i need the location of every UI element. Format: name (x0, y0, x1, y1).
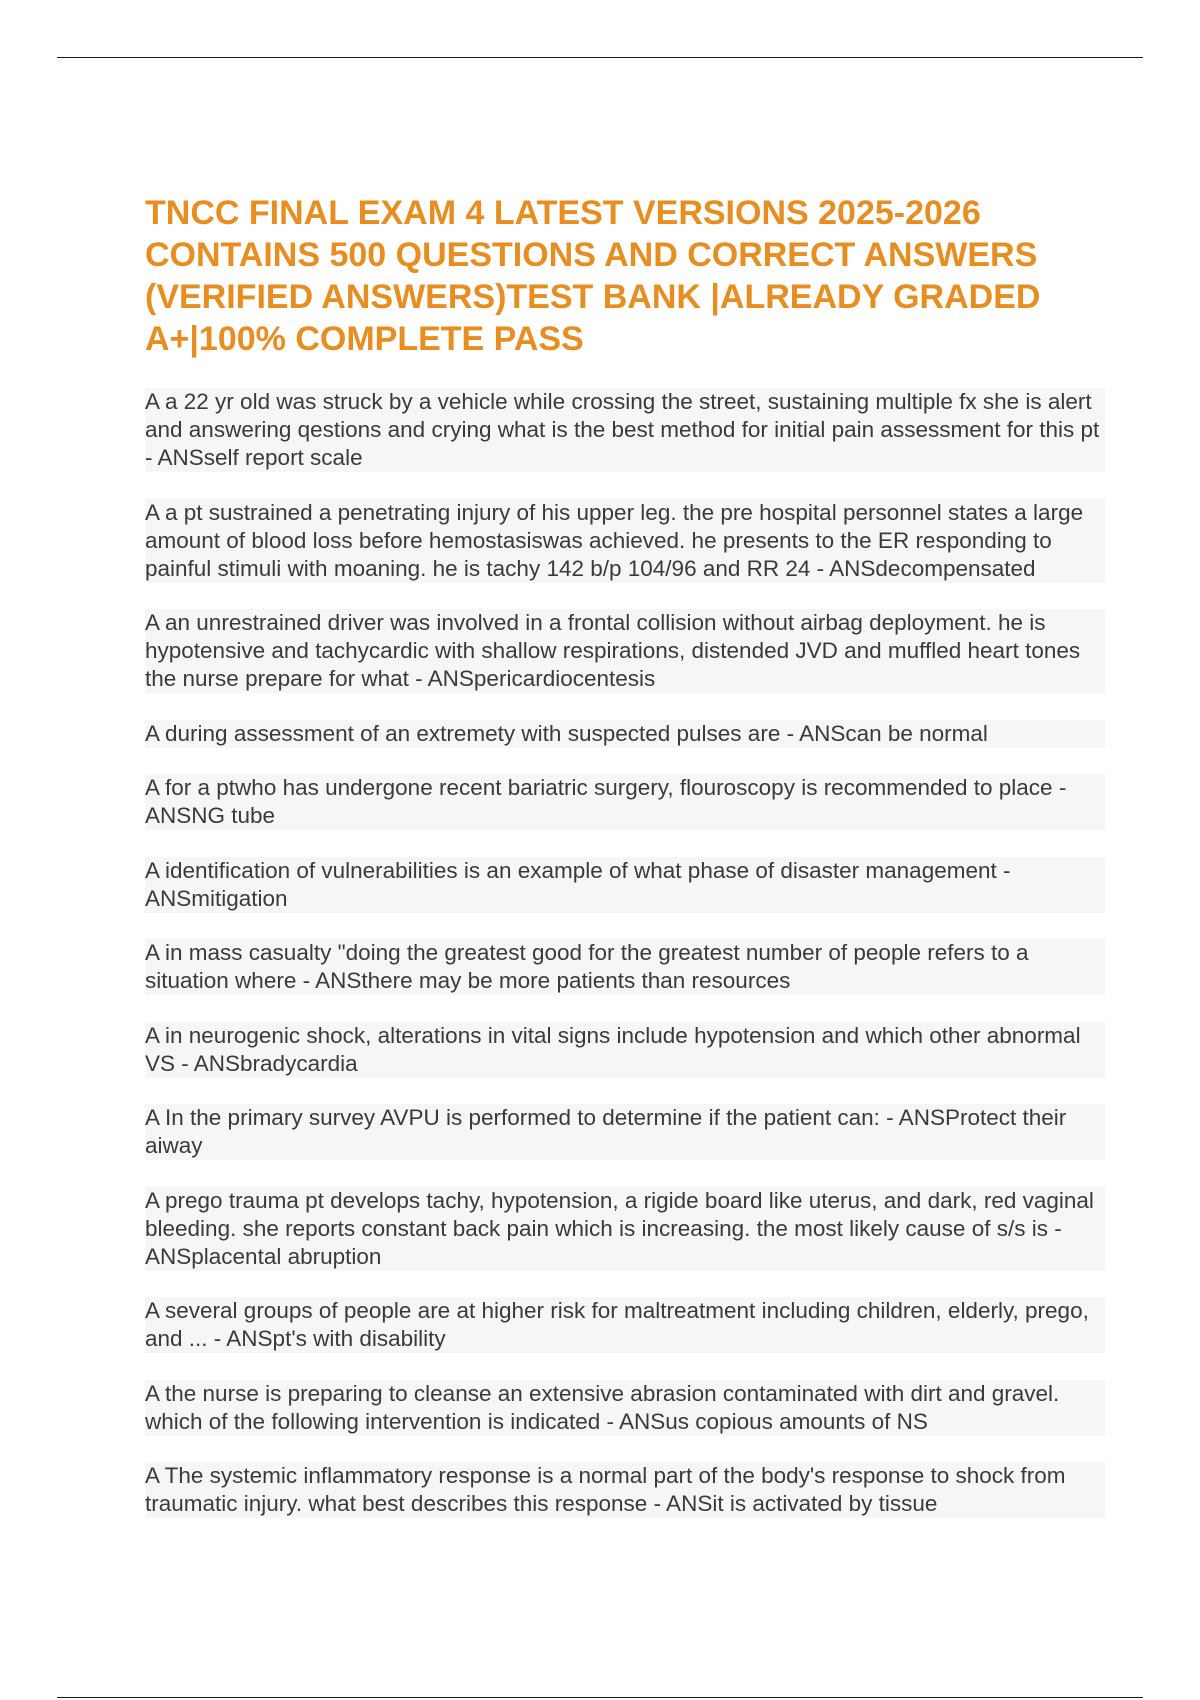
qa-item: A prego trauma pt develops tachy, hypotension, a rigide board like uterus, and dark, red vaginal bleeding. she reports constant back pain which is increasing. the most likely cause of s/s is - ANSplacental abruption (145, 1187, 1105, 1271)
qa-item: A a 22 yr old was struck by a vehicle while crossing the street, sustaining multiple fx she is alert and answering qestions and crying what is the best method for initial pain assessment for this pt - ANSself report scale (145, 388, 1105, 472)
qa-item: A identification of vulnerabilities is an example of what phase of disaster management - ANSmitigation (145, 857, 1105, 913)
top-horizontal-rule (57, 57, 1143, 58)
qa-item: A In the primary survey AVPU is performed to determine if the patient can: - ANSProtect their aiway (145, 1104, 1105, 1160)
document-body (145, 192, 1105, 1545)
question-answer-list (145, 388, 1105, 1518)
qa-item: A during assessment of an extremety with suspected pulses are - ANScan be normal (145, 720, 1105, 748)
qa-item: A several groups of people are at higher risk for maltreatment including children, elderly, prego, and ... - ANSpt's with disability (145, 1297, 1105, 1353)
qa-item: A in mass casualty "doing the greatest good for the greatest number of people refers to a situation where - ANSthere may be more patients than resources (145, 939, 1105, 995)
qa-item: A an unrestrained driver was involved in a frontal collision without airbag deployment. he is hypotensive and tachycardic with shallow respirations, distended JVD and muffled heart tones the nurse prepare for what - ANSpericardiocentesis (145, 609, 1105, 693)
qa-item: A for a ptwho has undergone recent bariatric surgery, flouroscopy is recommended to place - ANSNG tube (145, 774, 1105, 830)
bottom-horizontal-rule (57, 1697, 1143, 1698)
qa-item: A The systemic inflammatory response is a normal part of the body's response to shock from traumatic injury. what best describes this response - ANSit is activated by tissue (145, 1462, 1105, 1518)
document-title: TNCC FINAL EXAM 4 LATEST VERSIONS 2025-2026 CONTAINS 500 QUESTIONS AND CORRECT ANSWERS (VERIFIED ANSWERS)TEST BANK |ALREADY GRADED A+|100% COMPLETE PASS (145, 194, 1041, 358)
qa-item: A in neurogenic shock, alterations in vital signs include hypotension and which other abnormal VS - ANSbradycardia (145, 1022, 1105, 1078)
qa-item: A a pt sustrained a penetrating injury of his upper leg. the pre hospital personnel states a large amount of blood loss before hemostasiswas achieved. he presents to the ER responding to painful stimuli with moaning. he is tachy 142 b/p 104/96 and RR 24 - ANSdecompensated (145, 499, 1105, 583)
qa-item: A the nurse is preparing to cleanse an extensive abrasion contaminated with dirt and gravel. which of the following intervention is indicated - ANSus copious amounts of NS (145, 1380, 1105, 1436)
